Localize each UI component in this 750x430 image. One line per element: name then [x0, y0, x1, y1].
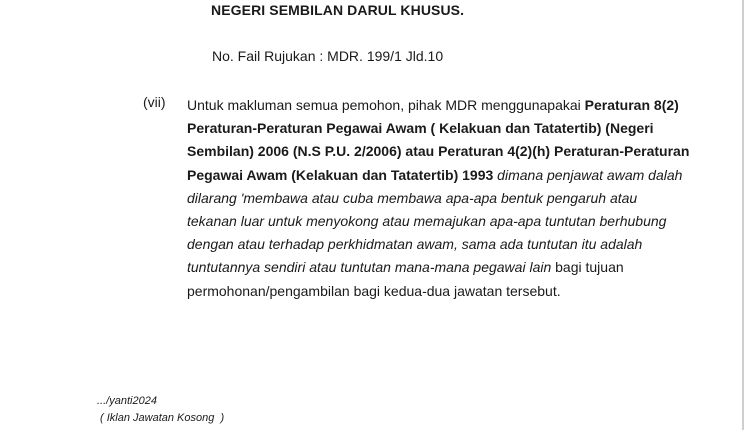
clause-line [187, 94, 717, 117]
state-title-heading: NEGERI SEMBILAN DARUL KHUSUS. [211, 2, 465, 18]
clause-text-segment: tuntutannya sendiri atau tuntutan mana-mana pegawai lain [187, 259, 552, 276]
page-edge-divider [742, 0, 744, 430]
clause-text-segment: Pegawai Awam (Kelakuan dan Tatatertib) 1993 [187, 166, 494, 183]
clause-numeral: (vii) [143, 94, 166, 110]
clause-text-segment: Peraturan-Peraturan Pegawai Awam ( Kelakuan dan Tatatertib) (Negeri [187, 120, 654, 137]
clause-line [187, 140, 717, 163]
clause-text-segment: dimana penjawat awam dalah [493, 166, 683, 183]
author-reference: .../yanti2024 [97, 395, 157, 407]
clause-text-segment: dengan atau terhadap perkhidmatan awam, sama ada tuntutan itu adalah [187, 236, 643, 253]
clause-text-segment: tekanan luar untuk menyokong atau memajukan apa-apa tuntutan berhubung [187, 213, 667, 230]
clause-line [187, 233, 717, 256]
clause-paragraph [187, 94, 717, 303]
clause-text-segment: Untuk makluman semua pemohon, pihak MDR menggunapakai [187, 97, 585, 113]
clause-text-segment: bagi tujuan [551, 259, 624, 276]
clause-line [187, 117, 717, 140]
clause-text-segment: Sembilan) 2006 (N.S P.U. 2/2006) atau Peraturan 4(2)(h) Peraturan-Peraturan [187, 143, 690, 160]
clause-line [187, 280, 717, 303]
clause-text-segment: Peraturan 8(2) [584, 97, 679, 113]
advertisement-note: ( Iklan Jawatan Kosong ) [100, 412, 225, 424]
clause-line [187, 164, 717, 187]
clause-line [187, 187, 717, 210]
clause-line [187, 210, 717, 233]
clause-text-segment: permohonan/pengambilan bagi kedua-dua jawatan tersebut. [187, 282, 561, 299]
file-reference: No. Fail Rujukan : MDR. 199/1 Jld.10 [212, 48, 444, 64]
clause-text-segment: dilarang 'membawa atau cuba membawa apa-apa bentuk pengaruh atau [187, 189, 638, 206]
clause-line [187, 256, 717, 279]
